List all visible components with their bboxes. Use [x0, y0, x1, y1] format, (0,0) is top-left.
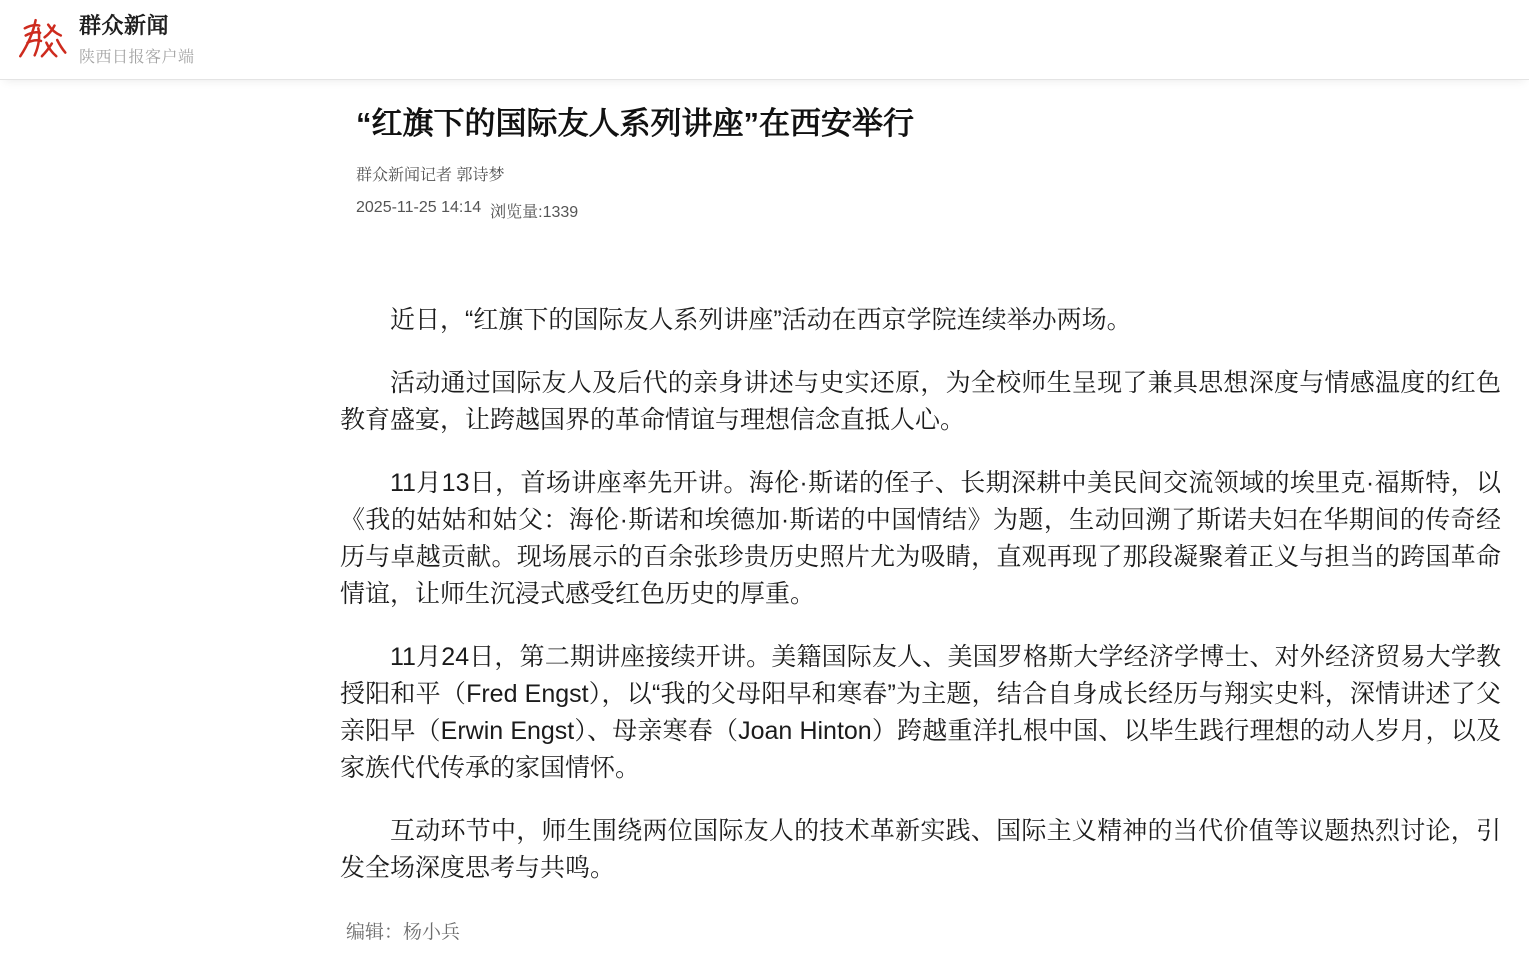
paragraph-4: 11月24日，第二期讲座接续开讲。美籍国际友人、美国罗格斯大学经济学博士、对外经济贸易大学教授阳和平（Fred Engst），以“我的父母阳早和寒春”为主题，结合自身成长经历与翔实史料，深情讲述了父亲阳早（Erwin Engst）、母亲寒春（Joan Hinton）跨越重洋扎根中国、以毕生践行理想的动人岁月，以及家族代代传承的家国情怀。 [340, 643, 1501, 783]
article-byline: 群众新闻记者 郭诗梦 [356, 167, 505, 185]
view-count: 浏览量:1339 [490, 204, 579, 222]
site-name: 群众新闻 [79, 13, 170, 39]
publish-time: 2025-11-25 14:14 [356, 199, 482, 217]
paragraph-5: 互动环节中，师生围绕两位国际友人的技术革新实践、国际主义精神的当代价值等议题热烈讨论，引发全场深度思考与共鸣。 [340, 817, 1501, 883]
site-masthead-link[interactable] [14, 12, 195, 67]
paragraph-2: 活动通过国际友人及后代的亲身讲述与史实还原，为全校师生呈现了兼具思想深度与情感温度的红色教育盛宴，让跨越国界的革命情谊与理想信念直抵人心。 [340, 369, 1501, 435]
site-header [0, 0, 1529, 80]
paragraph-1: 近日，“红旗下的国际友人系列讲座”活动在西京学院连续举办两场。 [390, 306, 1132, 335]
article-body [340, 302, 1501, 887]
article-meta [340, 199, 1501, 222]
article [340, 102, 1501, 944]
qunzhong-logo-icon [14, 13, 68, 67]
paragraph-3: 11月13日，首场讲座率先开讲。海伦·斯诺的侄子、长期深耕中美民间交流领域的埃里克·福斯特，以《我的姑姑和姑父：海伦·斯诺和埃德加·斯诺的中国情结》为题，生动回溯了斯诺夫妇在华期间的传奇经历与卓越贡献。现场展示的百余张珍贵历史照片尤为吸睛，直观再现了那段凝聚着正义与担当的跨国革命情谊，让师生沉浸式感受红色历史的厚重。 [340, 469, 1501, 609]
site-subtitle: 陕西日报客户端 [79, 48, 195, 66]
editor-credit: 编辑：杨小兵 [346, 922, 461, 944]
article-title: “红旗下的国际友人系列讲座”在西安举行 [356, 106, 914, 141]
